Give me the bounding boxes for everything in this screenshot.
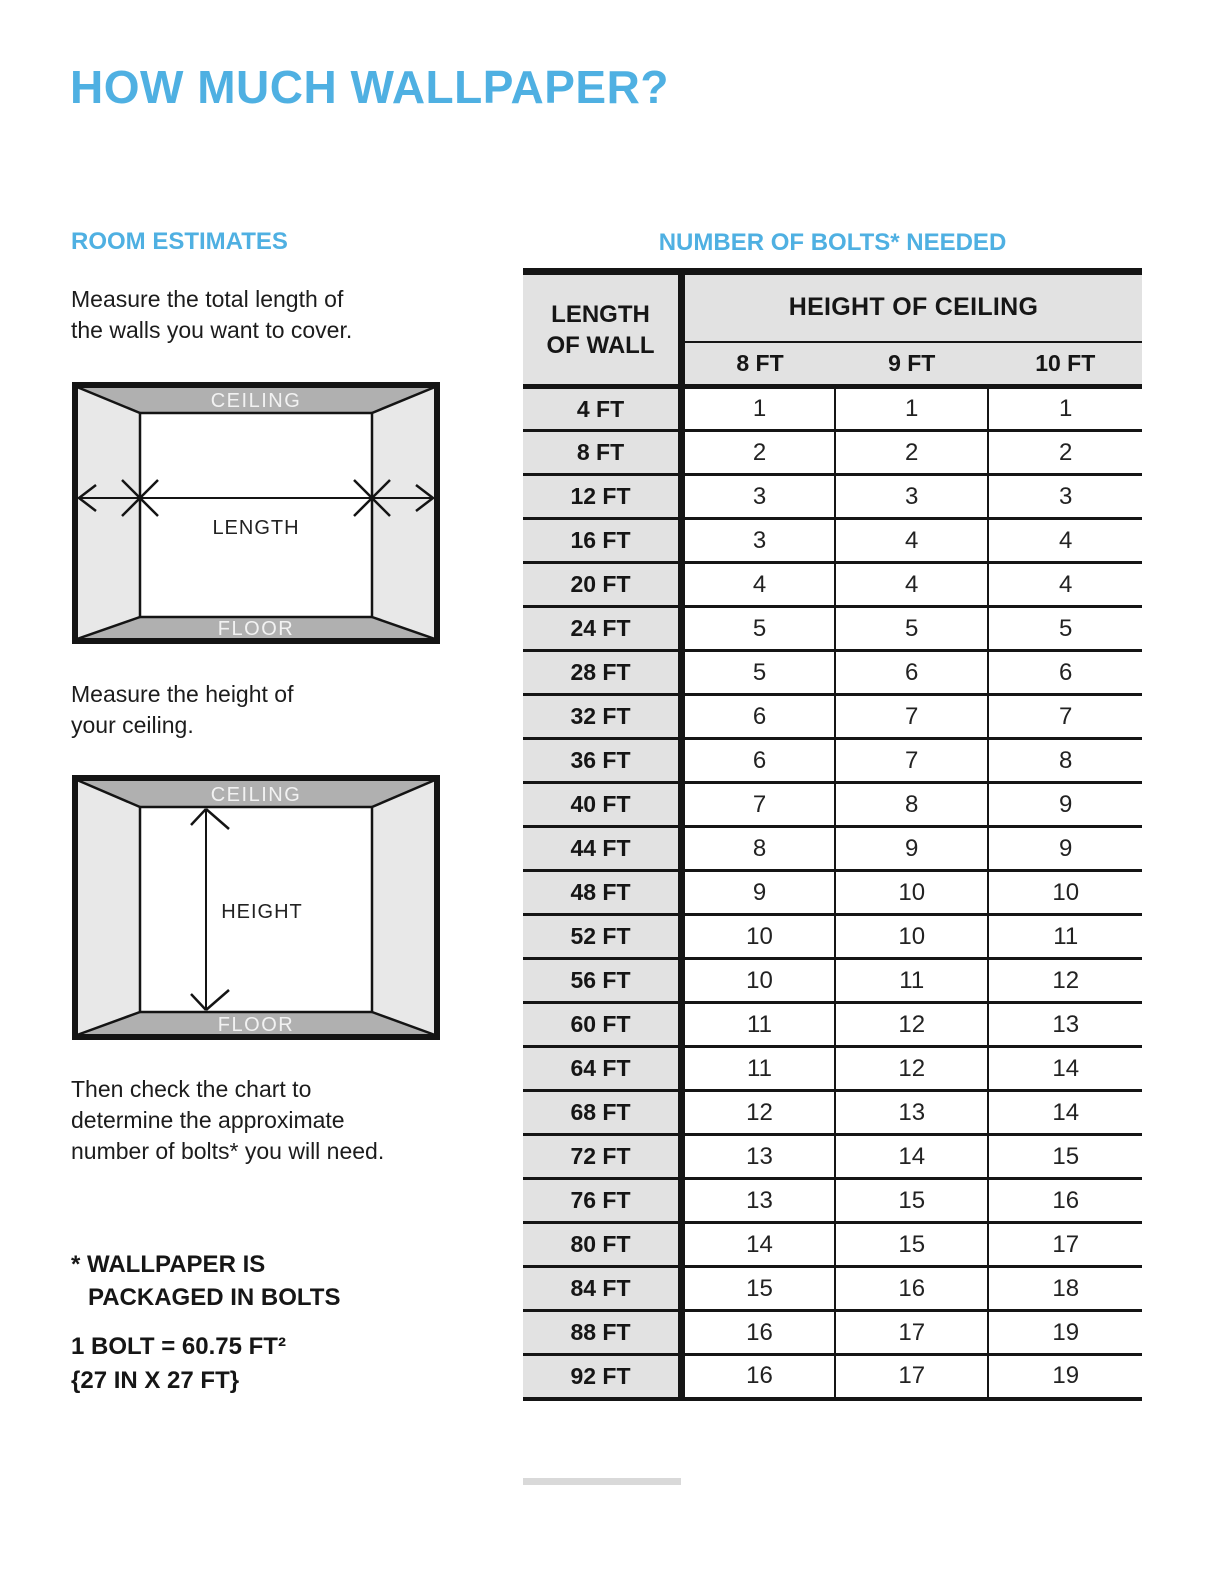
instruction-measure-length [71, 284, 352, 346]
bolt-count-cell: 5 [682, 607, 835, 651]
bolt-count-cell: 13 [988, 1003, 1142, 1047]
table-row [523, 475, 1142, 519]
row-length-label: 32 FT [523, 695, 682, 739]
bolt-count-cell: 14 [835, 1135, 988, 1179]
bolt-count-cell: 1 [682, 387, 835, 431]
table-row [523, 1091, 1142, 1135]
row-length-label: 84 FT [523, 1267, 682, 1311]
table-row [523, 563, 1142, 607]
bolt-count-cell: 19 [988, 1311, 1142, 1355]
bolt-count-cell: 3 [682, 519, 835, 563]
back-wall-surface [140, 413, 372, 617]
right-wall-surface [372, 779, 436, 1036]
row-length-label: 60 FT [523, 1003, 682, 1047]
bolt-count-cell: 17 [835, 1311, 988, 1355]
bolt-count-cell: 15 [835, 1223, 988, 1267]
bolts-footnote [71, 1248, 340, 1314]
right-wall-surface [372, 386, 436, 640]
table-row [523, 1047, 1142, 1091]
room-length-diagram [72, 382, 440, 644]
floor-label: FLOOR [217, 1014, 295, 1036]
floor-label: FLOOR [217, 618, 295, 640]
bolt-spec-line: {27 IN X 27 FT} [71, 1367, 240, 1394]
ceiling-9ft-header: 9 FT [835, 342, 988, 387]
bolt-count-cell: 7 [835, 695, 988, 739]
length-of-wall-header: LENGTH OF WALL [523, 272, 682, 387]
footnote-line: * WALLPAPER IS [71, 1251, 266, 1278]
instruction-measure-height [71, 679, 293, 741]
row-length-label: 36 FT [523, 739, 682, 783]
room-estimates-heading: ROOM ESTIMATES [71, 228, 288, 255]
bolt-count-cell: 3 [835, 475, 988, 519]
row-length-label: 40 FT [523, 783, 682, 827]
footnote-line: PACKAGED IN BOLTS [88, 1284, 341, 1311]
table-row [523, 1267, 1142, 1311]
bolt-count-cell: 16 [988, 1179, 1142, 1223]
bolt-count-cell: 16 [682, 1355, 835, 1399]
row-length-label: 92 FT [523, 1355, 682, 1399]
bolt-count-cell: 1 [988, 387, 1142, 431]
bolt-count-cell: 9 [988, 827, 1142, 871]
bolt-count-cell: 11 [988, 915, 1142, 959]
table-row [523, 651, 1142, 695]
bolt-count-cell: 16 [682, 1311, 835, 1355]
bolts-table-body [523, 387, 1142, 1399]
row-length-label: 12 FT [523, 475, 682, 519]
bolt-count-cell: 4 [988, 563, 1142, 607]
bolt-count-cell: 5 [835, 607, 988, 651]
table-row [523, 1003, 1142, 1047]
row-length-label: 76 FT [523, 1179, 682, 1223]
instruction-line: determine the approximate [71, 1107, 345, 1133]
bolt-count-cell: 7 [988, 695, 1142, 739]
row-length-label: 20 FT [523, 563, 682, 607]
bolt-count-cell: 18 [988, 1267, 1142, 1311]
length-label: LENGTH [212, 517, 300, 539]
bolt-count-cell: 9 [988, 783, 1142, 827]
row-length-label: 52 FT [523, 915, 682, 959]
bolt-count-cell: 6 [682, 695, 835, 739]
table-row [523, 607, 1142, 651]
bolt-count-cell: 12 [682, 1091, 835, 1135]
table-row [523, 1179, 1142, 1223]
bolt-count-cell: 2 [835, 431, 988, 475]
bolts-needed-table [523, 268, 1142, 1401]
bolt-count-cell: 6 [988, 651, 1142, 695]
bolt-count-cell: 1 [835, 387, 988, 431]
row-length-label: 48 FT [523, 871, 682, 915]
bolt-count-cell: 12 [835, 1003, 988, 1047]
row-length-label: 56 FT [523, 959, 682, 1003]
bolt-count-cell: 14 [682, 1223, 835, 1267]
bolt-count-cell: 4 [835, 519, 988, 563]
bolt-count-cell: 8 [682, 827, 835, 871]
table-row [523, 827, 1142, 871]
left-wall-surface [76, 779, 140, 1036]
bolt-count-cell: 6 [682, 739, 835, 783]
table-row [523, 1311, 1142, 1355]
table-row [523, 783, 1142, 827]
bolt-count-cell: 15 [988, 1135, 1142, 1179]
bolt-count-cell: 3 [682, 475, 835, 519]
table-row [523, 1355, 1142, 1399]
row-length-label: 80 FT [523, 1223, 682, 1267]
row-length-label: 64 FT [523, 1047, 682, 1091]
bolt-count-cell: 17 [835, 1355, 988, 1399]
instruction-line: Measure the total length of [71, 286, 344, 312]
table-row [523, 519, 1142, 563]
bolt-count-cell: 10 [835, 915, 988, 959]
bolt-count-cell: 14 [988, 1091, 1142, 1135]
instruction-line: the walls you want to cover. [71, 317, 353, 343]
left-wall-surface [76, 386, 140, 640]
instruction-line: your ceiling. [71, 712, 194, 738]
ceiling-label: CEILING [210, 784, 302, 806]
bolt-count-cell: 11 [682, 1003, 835, 1047]
bolt-count-cell: 16 [835, 1267, 988, 1311]
bolt-count-cell: 9 [835, 827, 988, 871]
bolt-count-cell: 5 [682, 651, 835, 695]
bolt-count-cell: 8 [835, 783, 988, 827]
instruction-line: Measure the height of [71, 681, 294, 707]
bolt-count-cell: 15 [682, 1267, 835, 1311]
bolt-count-cell: 10 [682, 915, 835, 959]
row-length-label: 24 FT [523, 607, 682, 651]
bolt-count-cell: 13 [835, 1091, 988, 1135]
bolt-count-cell: 10 [682, 959, 835, 1003]
table-row [523, 1223, 1142, 1267]
table-row [523, 739, 1142, 783]
bolt-count-cell: 8 [988, 739, 1142, 783]
height-label: HEIGHT [221, 901, 303, 923]
row-length-label: 8 FT [523, 431, 682, 475]
bolt-count-cell: 12 [988, 959, 1142, 1003]
ceiling-label: CEILING [210, 390, 302, 412]
bolt-count-cell: 9 [682, 871, 835, 915]
table-title: NUMBER OF BOLTS* NEEDED [658, 229, 1007, 256]
table-row [523, 387, 1142, 431]
bolt-count-cell: 2 [682, 431, 835, 475]
bolt-count-cell: 11 [835, 959, 988, 1003]
bolt-count-cell: 5 [988, 607, 1142, 651]
bolt-count-cell: 13 [682, 1135, 835, 1179]
page-title: HOW MUCH WALLPAPER? [70, 61, 669, 113]
table-row [523, 1135, 1142, 1179]
row-length-label: 68 FT [523, 1091, 682, 1135]
row-length-label: 16 FT [523, 519, 682, 563]
bolt-count-cell: 3 [988, 475, 1142, 519]
table-row [523, 871, 1142, 915]
row-length-label: 28 FT [523, 651, 682, 695]
ceiling-10ft-header: 10 FT [988, 342, 1142, 387]
table-row [523, 431, 1142, 475]
row-length-label: 44 FT [523, 827, 682, 871]
bolt-count-cell: 19 [988, 1355, 1142, 1399]
table-footer-strip [523, 1478, 681, 1485]
table-row [523, 915, 1142, 959]
bolt-spec-line: 1 BOLT = 60.75 FT² [71, 1333, 286, 1360]
bolt-count-cell: 4 [682, 563, 835, 607]
bolt-count-cell: 7 [835, 739, 988, 783]
bolt-count-cell: 4 [835, 563, 988, 607]
bolt-count-cell: 10 [835, 871, 988, 915]
table-row [523, 695, 1142, 739]
instruction-line: number of bolts* you will need. [71, 1138, 385, 1164]
bolt-count-cell: 4 [988, 519, 1142, 563]
bolt-count-cell: 13 [682, 1179, 835, 1223]
ceiling-8ft-header: 8 FT [682, 342, 835, 387]
bolt-count-cell: 14 [988, 1047, 1142, 1091]
bolt-count-cell: 12 [835, 1047, 988, 1091]
room-height-diagram [72, 775, 440, 1040]
bolt-count-cell: 11 [682, 1047, 835, 1091]
bolt-count-cell: 6 [835, 651, 988, 695]
bolt-spec [71, 1330, 286, 1398]
bolt-count-cell: 10 [988, 871, 1142, 915]
bolt-count-cell: 15 [835, 1179, 988, 1223]
height-of-ceiling-header: HEIGHT OF CEILING [682, 272, 1143, 342]
bolt-count-cell: 2 [988, 431, 1142, 475]
bolt-count-cell: 17 [988, 1223, 1142, 1267]
table-header-row-1 [523, 272, 1142, 342]
row-length-label: 88 FT [523, 1311, 682, 1355]
row-length-label: 4 FT [523, 387, 682, 431]
table-row [523, 959, 1142, 1003]
instruction-check-chart [71, 1074, 384, 1167]
row-length-label: 72 FT [523, 1135, 682, 1179]
instruction-line: Then check the chart to [71, 1076, 312, 1102]
bolt-count-cell: 7 [682, 783, 835, 827]
